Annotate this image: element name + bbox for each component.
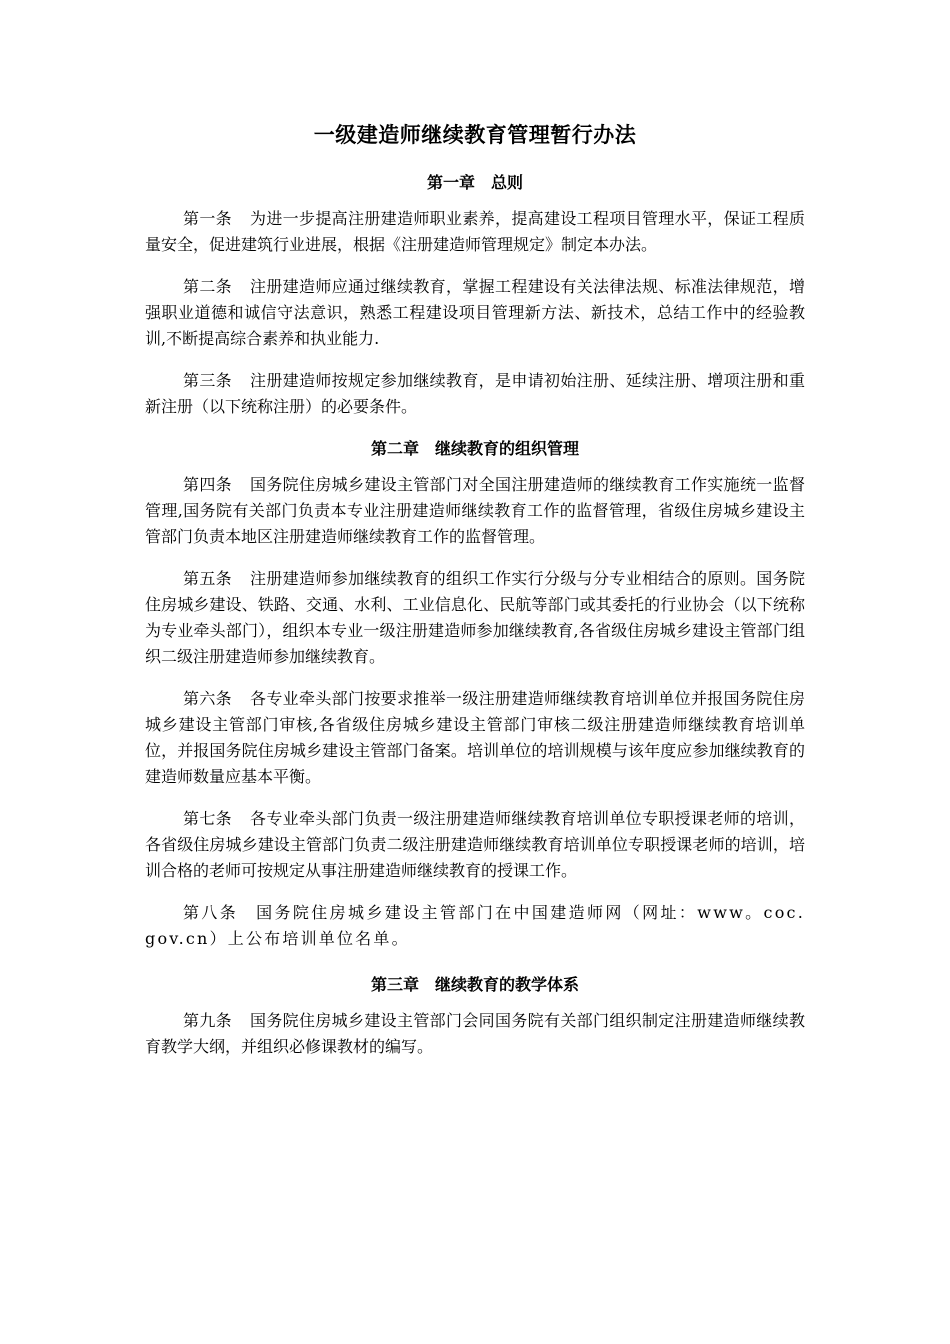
article-9	[145, 1008, 805, 1060]
article-5-number: 第五条	[183, 569, 232, 588]
article-6-number: 第六条	[183, 689, 232, 708]
article-1	[145, 206, 805, 258]
article-6-text: 各专业牵头部门按要求推举一级注册建造师继续教育培训单位并报国务院住房城乡建设主管部门审核,各省级住房城乡建设主管部门审核二级注册建造师继续教育培训单位，并报国务院住房城乡建设主管部门备案。培训单位的培训规模与该年度应参加继续教育的建造师数量应基本平衡。	[145, 689, 805, 786]
article-9-number: 第九条	[183, 1011, 232, 1030]
article-1-text: 为进一步提高注册建造师职业素养，提高建设工程项目管理水平，保证工程质量安全，促进建筑行业进展，根据《注册建造师管理规定》制定本办法。	[145, 209, 805, 254]
article-3-number: 第三条	[183, 371, 232, 390]
article-5-text: 注册建造师参加继续教育的组织工作实行分级与分专业相结合的原则。国务院住房城乡建设、铁路、交通、水利、工业信息化、民航等部门或其委托的行业协会（以下统称为专业牵头部门），组织本专业一级注册建造师参加继续教育,各省级住房城乡建设主管部门组织二级注册建造师参加继续教育。	[145, 569, 805, 666]
article-5	[145, 566, 805, 670]
article-1-number: 第一条	[183, 209, 232, 228]
article-3-text: 注册建造师按规定参加继续教育，是申请初始注册、延续注册、增项注册和重新注册（以下统称注册）的必要条件。	[145, 371, 805, 416]
article-9-text: 国务院住房城乡建设主管部门会同国务院有关部门组织制定注册建造师继续教育教学大纲，并组织必修课教材的编写。	[145, 1011, 805, 1056]
article-4-text: 国务院住房城乡建设主管部门对全国注册建造师的继续教育工作实施统一监督管理,国务院有关部门负责本专业注册建造师继续教育工作的监督管理，省级住房城乡建设主管部门负责本地区注册建造师继续教育工作的监督管理。	[145, 475, 805, 546]
article-2-text: 注册建造师应通过继续教育，掌握工程建设有关法律法规、标准法律规范，增强职业道德和诚信守法意识，熟悉工程建设项目管理新方法、新技术，总结工作中的经验教训,不断提高综合素养和执业能力.	[145, 277, 805, 348]
article-3	[145, 368, 805, 420]
article-7-text: 各专业牵头部门负责一级注册建造师继续教育培训单位专职授课老师的培训，各省级住房城乡建设主管部门负责二级注册建造师继续教育培训单位专职授课老师的培训，培训合格的老师可按规定从事注册建造师继续教育的授课工作。	[145, 809, 805, 880]
article-8-number: 第八条	[183, 903, 239, 922]
article-2-number: 第二条	[183, 277, 232, 296]
article-7	[145, 806, 805, 884]
article-4-number: 第四条	[183, 475, 232, 494]
article-7-number: 第七条	[183, 809, 232, 828]
article-8	[145, 900, 805, 952]
article-4	[145, 472, 805, 550]
document-page	[145, 120, 805, 1076]
article-8-text: 国务院住房城乡建设主管部门在中国建造师网（网址：www。coc.gov.cn）上公布培训单位名单。	[145, 903, 805, 948]
chapter-3-title: 第三章 继续教育的教学体系	[370, 975, 579, 994]
chapter-1-title: 第一章 总则	[426, 173, 523, 192]
chapter-2-title: 第二章 继续教育的组织管理	[370, 439, 579, 458]
article-2	[145, 274, 805, 352]
article-6	[145, 686, 805, 790]
document-title: 一级建造师继续教育管理暂行办法	[313, 123, 637, 147]
